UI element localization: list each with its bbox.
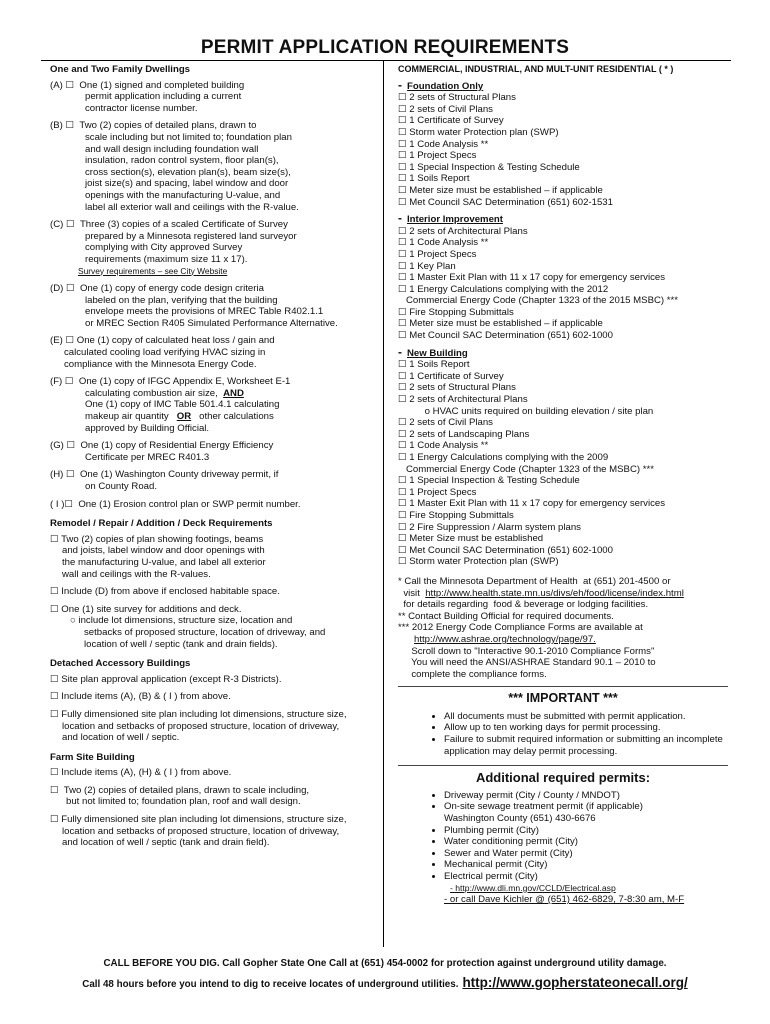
section-title: Foundation Only [407,80,484,92]
item-c [50,219,375,277]
list-item: ☐ 1 Certificate of Survey [398,370,504,382]
list-item: Commercial Energy Code (Chapter 1323 of the MSBC) *** [398,463,654,475]
accessory-item: ☐ Include items (A), (B) & ( I ) from above. [50,691,231,703]
list-item: • Allow up to ten working days for permit processing. [444,722,728,734]
farm-heading: Farm Site Building [50,751,135,763]
important-list [398,711,728,757]
item-label: (A) ☐ [50,79,75,91]
list-item: ☐ 2 sets of Architectural Plans [398,394,528,406]
list-item: • Plumbing permit (City) [444,825,728,837]
item-line: on County Road. [85,481,157,492]
accessory-heading: Detached Accessory Buildings [50,658,191,670]
and-emphasis: AND [223,387,244,399]
footer-text: Call 48 hours before you intend to dig to receive locates of underground utilities. [82,979,459,990]
list-item: ☐ 1 Project Specs [398,248,477,260]
remodel-sub-list [50,615,375,650]
item-line [50,411,375,423]
item-line: compliance with the Minnesota Energy Code. [64,358,257,370]
item-line: requirements (maximum size 11 x 17). [85,253,248,265]
item-line: One (1) copy of energy code design criteria [79,283,264,295]
ashrae-link[interactable]: http://www.ashrae.org/technology/page/97. [414,633,596,645]
separator [398,765,728,766]
item-line: and location of well / septic (tank and drain field). [62,837,270,849]
item-line: calculated cooling load verifying HVAC sizing in [64,347,266,359]
gopher-state-link[interactable]: http://www.gopherstateonecall.org/ [462,975,688,990]
item-line: ☐ Fully dimensioned site plan including lot dimensions, structure size, [50,814,347,826]
list-item: • Driveway permit (City / County / MNDOT) [444,790,728,802]
item-line: labeled on the plan, verifying that the building [85,294,278,306]
list-item: ☐ 2 sets of Landscaping Plans [398,428,530,440]
other-calculations: other calculations [199,411,274,423]
list-item: ☐ 2 Fire Suppression / Alarm system plans [398,521,581,533]
section-title: Interior Improvement [407,214,503,226]
list-item: Commercial Energy Code (Chapter 1323 of the 2015 MSBC) *** [398,295,678,307]
item-line: wall and ceilings with the R-values. [62,568,211,580]
item-label: (G) ☐ [50,440,76,452]
list-item: ☐ Meter Size must be established [398,533,544,545]
list-item: • Mechanical permit (City) [444,859,728,871]
list-item: ☐ Met Council SAC Determination (651) 602-1000 [398,544,613,556]
item-line: ○ include lot dimensions, structure size, location and [70,615,293,627]
call-before-you-dig: CALL BEFORE YOU DIG. Call Gopher State One Call at (651) 454-0002 for protection against underground utility damage. [103,958,667,969]
item-label: (B) ☐ [50,120,75,132]
item-line: One (1) copy of Residential Energy Efficiency [80,440,274,452]
item-label: (E) ☐ [50,335,75,347]
additional-permits-list [398,790,728,883]
footnote-line: for details regarding food & beverage or lodging facilities. [398,599,649,611]
item-line: approved by Building Official. [85,422,210,434]
item-line: location and setbacks of proposed structure, location of driveway, [62,825,340,837]
item-line: scale including but not limited to; foundation plan [85,131,292,143]
item-line: prepared by a Minnesota registered land surveyor [85,230,297,242]
list-item: ☐ Meter size must be established – if applicable [398,184,603,196]
farm-item [50,814,375,849]
foundation-only-heading: - Foundation Only [398,77,484,92]
list-item: ☐ 1 Project Specs [398,486,477,498]
residential-heading: One and Two Family Dwellings [50,64,191,75]
item-a [50,80,375,115]
new-building-heading: - New Building [398,344,468,359]
item-line: or MREC Section R405 Simulated Performance Alternative. [85,317,338,329]
item-line: One (1) signed and completed building [79,79,245,91]
electrical-call: - or call Dave Kichler @ (651) 462-6829, 7-8:30 am, M-F [444,894,685,906]
list-item: ☐ 2 sets of Structural Plans [398,382,516,394]
list-item: ☐ 1 Energy Calculations complying with the 2009 [398,452,609,463]
footnote-line: *** 2012 Energy Code Compliance Forms are available at [398,622,643,634]
item-g [50,440,375,463]
item-h [50,469,375,492]
item-line: ☐ Two (2) copies of detailed plans, drawn to scale including, [50,784,310,796]
item-line: joist size(s) and spacing, label window and door [85,178,289,190]
footnote-line: complete the compliance forms. [398,668,547,680]
list-item: ☐ 2 sets of Architectural Plans [398,225,528,237]
item-line: insulation, radon control system, floor plan(s), [85,155,279,167]
list-item: o HVAC units required on building elevation / site plan [398,405,654,417]
item-line: Three (3) copies of a scaled Certificate of Survey [79,219,288,231]
farm-item: ☐ Include items (A), (H) & ( I ) from above. [50,767,232,779]
commercial-column [398,64,728,906]
item-line: Two (2) copies of detailed plans, drawn to [79,120,257,132]
item-line: ☐ Two (2) copies of plan showing footings, beams [50,533,264,545]
list-item: ☐ 1 Energy Calculations complying with the 2012 [398,283,609,295]
item-line: Certificate per MREC R401.3 [85,451,210,463]
item-line: openings with the manufacturing U-value, and [85,189,281,201]
item-b [50,120,375,213]
item-line: but not limited to; foundation plan, roof and wall design. [66,796,301,808]
remodel-item [50,534,375,580]
list-item: • Electrical permit (City) [444,871,728,883]
item-line: One (1) copy of calculated heat loss / gain and [76,335,275,347]
page-title: PERMIT APPLICATION REQUIREMENTS [200,37,570,58]
item-line: the manufacturing U-value, and label all exterior [62,556,266,568]
list-item: ☐ Fire Stopping Submittals [398,306,514,318]
interior-improvement-heading: - Interior Improvement [398,211,503,226]
list-item: ☐ 1 Certificate of Survey [398,115,504,127]
list-item: ☐ Met Council SAC Determination (651) 602-1531 [398,196,613,208]
remodel-heading: Remodel / Repair / Addition / Deck Requirements [50,518,273,530]
list-item: ☐ 1 Code Analysis ** [398,440,489,452]
item-line: setbacks of proposed structure, location of driveway, and [84,626,326,638]
list-item: ☐ 1 Code Analysis ** [398,237,489,249]
item-line: cross section(s), elevation plan(s), beam size(s), [85,166,291,178]
list-item: ☐ 1 Master Exit Plan with 11 x 17 copy for emergency services [398,272,666,284]
interior-improvement-list [398,226,728,342]
new-building-list [398,359,728,568]
list-item: ☐ Meter size must be established – if applicable [398,318,603,330]
item-i [50,499,375,511]
list-item: ☐ 1 Soils Report [398,359,470,371]
commercial-heading: COMMERCIAL, INDUSTRIAL, AND MULT-UNIT RESIDENTIAL ( * ) [398,64,674,74]
item-line: label all exterior wall and ceilings with the R-value. [85,201,299,213]
footnote-line: * Call the Minnesota Department of Health at (651) 201-4500 or [398,575,671,587]
item-line: complying with City approved Survey [85,242,243,254]
item-line-text: makeup air quantity [85,411,169,423]
list-item: ☐ 1 Code Analysis ** [398,138,489,150]
list-item: ☐ 2 sets of Civil Plans [398,417,493,429]
item-label: (D) ☐ [50,283,75,295]
accessory-item [50,709,375,744]
remodel-item: ☐ Include (D) from above if enclosed habitable space. [50,586,280,598]
footnote-text: visit [398,587,420,599]
item-line: location of well / septic (tank and drain fields). [84,638,278,650]
footnote-line [398,588,728,600]
list-item: • Sewer and Water permit (City) [444,848,728,860]
list-item: ☐ 2 sets of Civil Plans [398,103,493,115]
item-line: One (1) Erosion control plan or SWP permit number. [78,498,301,510]
list-item: ☐ 1 Project Specs [398,150,477,162]
item-label: ( I )☐ [50,498,73,510]
item-f [50,376,375,434]
item-line: permit application including a current [85,91,242,103]
list-item: • Failure to submit required information or submitting an incomplete application may delay permit processing. [444,734,728,757]
residential-column [50,64,375,855]
separator [398,686,728,687]
electrical-link[interactable]: - http://www.dli.mn.gov/CCLD/Electrical.asp [450,882,616,893]
item-line: envelope meets the provisions of MREC Table R402.1.1 [85,306,324,318]
section-title: New Building [407,347,468,359]
farm-item [50,785,375,808]
list-item: Washington County (651) 430-6676 [444,813,596,825]
item-line [50,388,375,400]
list-item: • On-site sewage treatment permit (if applicable) [444,801,728,813]
item-line: contractor license number. [85,102,198,114]
health-dept-link[interactable]: http://www.health.state.mn.us/divs/eh/food/license/index.html [425,587,684,599]
list-item: ☐ Met Council SAC Determination (651) 602-1000 [398,330,613,342]
footnote-line: You will need the ANSI/ASHRAE Standard 90.1 – 2010 to [398,657,656,669]
item-d [50,283,375,329]
item-line: and wall design including foundation wall [85,143,259,155]
footnote-line: Scroll down to "Interactive 90.1-2010 Compliance Forms" [398,645,655,657]
call-48-hours [0,975,770,990]
list-item: ☐ 1 Special Inspection & Testing Schedule [398,475,580,487]
accessory-item: ☐ Site plan approval application (except R-3 Districts). [50,673,282,685]
remodel-item: ☐ One (1) site survey for additions and deck. [50,603,242,615]
list-item: ☐ Storm water Protection plan (SWP) [398,556,559,568]
survey-requirements-note: Survey requirements – see City Website [78,265,228,276]
list-item: ☐ 2 sets of Structural Plans [398,92,516,104]
item-line: One (1) copy of IFGC Appendix E, Worksheet E-1 [78,376,291,388]
footnotes [398,576,728,680]
item-label: (F) ☐ [50,376,74,388]
item-line-text: calculating combustion air size, [85,387,218,399]
list-item: ☐ 1 Key Plan [398,260,456,272]
list-item: • All documents must be submitted with permit application. [444,711,728,723]
item-line: One (1) Washington County driveway permit, if [79,469,279,481]
list-item: ☐ 1 Special Inspection & Testing Schedule [398,161,580,173]
list-item: ☐ Fire Stopping Submittals [398,509,514,521]
foundation-only-list [398,92,728,208]
item-e [50,335,375,370]
item-line: and joists, label window and door openings with [62,545,265,557]
item-line: ☐ Fully dimensioned site plan including lot dimensions, structure size, [50,708,347,720]
list-item: ☐ 1 Master Exit Plan with 11 x 17 copy for emergency services [398,498,666,510]
item-line: and location of well / septic. [62,732,180,744]
footnote-line: ** Contact Building Official for required documents. [398,610,614,622]
list-item: ☐ 1 Soils Report [398,173,470,185]
item-line: One (1) copy of IMC Table 501.4.1 calculating [85,399,280,411]
important-heading: *** IMPORTANT *** [508,691,618,706]
list-item: • Water conditioning permit (City) [444,836,728,848]
item-line: location and setbacks of proposed structure, location of driveway, [62,720,340,732]
column-divider [383,60,384,947]
list-item: ☐ Storm water Protection plan (SWP) [398,126,559,138]
item-label: (C) ☐ [50,219,75,231]
additional-permits-heading: Additional required permits: [475,770,651,786]
item-label: (H) ☐ [50,469,75,481]
or-emphasis: OR [176,411,192,423]
